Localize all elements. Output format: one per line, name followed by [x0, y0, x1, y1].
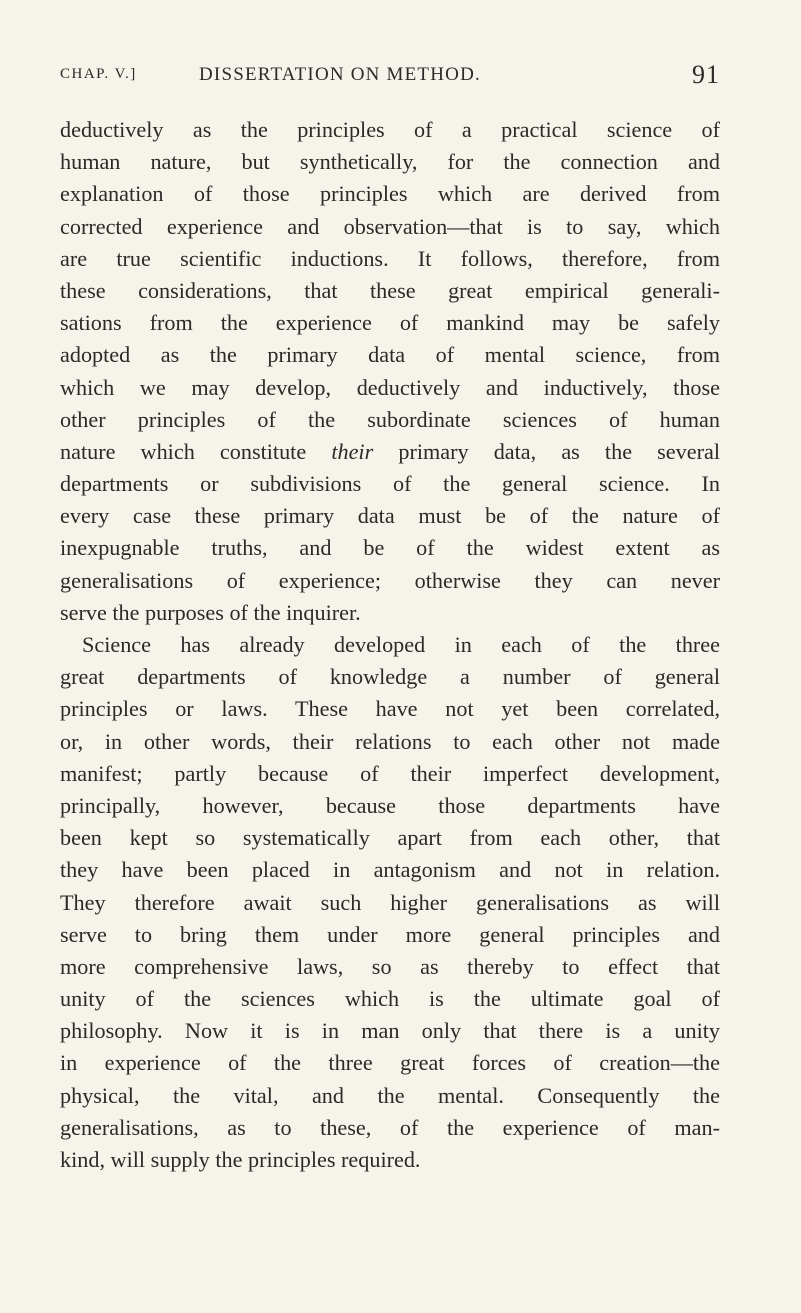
text-line: other principles of the subordinate sciences of human [60, 406, 720, 432]
text-line: They therefore await such higher generalisations as will [60, 889, 720, 915]
text-line: inexpugnable truths, and be of the widest extent as [60, 535, 720, 561]
text-line: physical, the vital, and the mental. Consequently the [60, 1082, 720, 1108]
text-line: more comprehensive laws, so as thereby to effect that [60, 953, 720, 979]
text-line: been kept so systematically apart from each other, that [60, 825, 720, 851]
text-line: adopted as the primary data of mental science, from [60, 342, 720, 368]
text-line: generalisations, as to these, of the experience of man- [60, 1114, 720, 1140]
text-line: principally, however, because those departments have [60, 792, 720, 818]
text-line: or, in other words, their relations to each other not made [60, 728, 720, 754]
text-segment: nature which constitute [60, 438, 307, 464]
text-line: human nature, but synthetically, for the connection and [60, 149, 720, 175]
text-line: are true scientific inductions. It follows, therefore, from [60, 245, 720, 271]
text-line: explanation of those principles which are derived from [60, 181, 720, 207]
text-line: in experience of the three great forces of creation—the [60, 1050, 720, 1076]
text-line: they have been placed in antagonism and not in relation. [60, 857, 720, 883]
text-line: these considerations, that these great empirical generali- [60, 277, 720, 303]
text-line: deductively as the principles of a practical science of [60, 117, 720, 142]
text-line: which we may develop, deductively and inductively, those [60, 374, 720, 400]
text-line: serve to bring them under more general principles and [60, 921, 720, 947]
running-title: DISSERTATION ON METHOD. [199, 64, 481, 85]
text-line: every case these primary data must be of the nature of [60, 503, 720, 529]
text-line: corrected experience and observation—that is to say, which [60, 213, 720, 239]
text-line: unity of the sciences which is the ultimate goal of [60, 986, 720, 1012]
body-text [60, 114, 720, 1176]
text-line: serve the purposes of the inquirer. [60, 599, 361, 625]
italic-word: their [331, 438, 374, 464]
text-line: sations from the experience of mankind may be safely [60, 310, 720, 336]
text-line: kind, will supply the principles required. [60, 1147, 421, 1172]
chapter-label: CHAP. V.] [60, 66, 137, 82]
text-line-with-italic [60, 436, 720, 468]
text-line: generalisations of experience; otherwise they can never [60, 567, 720, 593]
text-line: departments or subdivisions of the general science. In [60, 471, 720, 497]
text-line: manifest; partly because of their imperfect development, [60, 760, 720, 786]
text-line: Science has already developed in each of the three [82, 632, 720, 657]
text-line: philosophy. Now it is in man only that there is a unity [60, 1018, 720, 1044]
text-line: principles or laws. These have not yet been correlated, [60, 696, 720, 722]
running-head [60, 60, 720, 96]
text-segment: primary data, as the several [398, 438, 720, 464]
text-line: great departments of knowledge a number of general [60, 664, 720, 690]
page-number: 91 [692, 60, 720, 89]
